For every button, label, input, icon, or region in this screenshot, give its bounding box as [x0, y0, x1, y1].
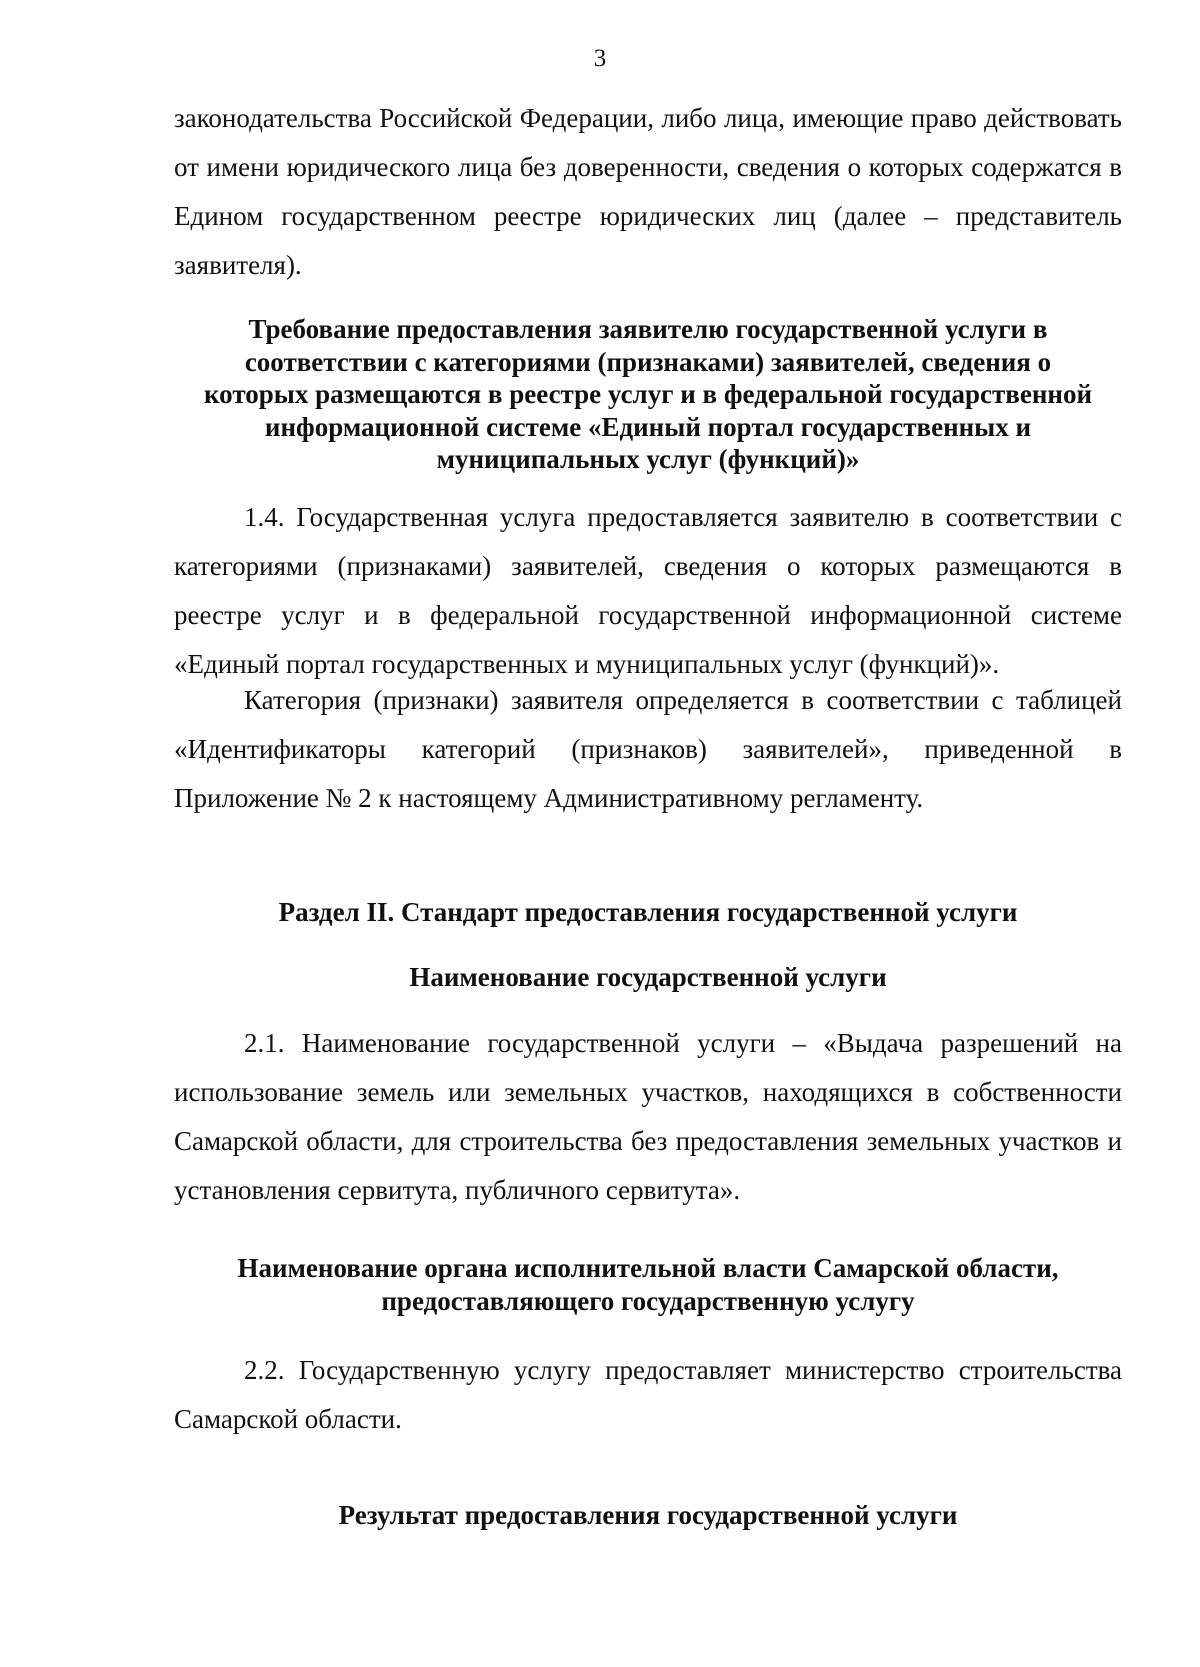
heading-text [174, 1499, 1122, 1532]
heading-text [174, 313, 1122, 476]
section-heading-part-2 [174, 896, 1122, 929]
paragraph-continuation [174, 94, 1122, 290]
heading-line: Требование предоставления заявителю государственной услуги в [248, 314, 1048, 344]
page-number: 3 [593, 45, 607, 72]
heading-line: Раздел II. Стандарт предоставления государственной услуги [278, 897, 1018, 927]
paragraph-2-1 [174, 1019, 1122, 1215]
paragraph-1-4 [174, 493, 1122, 689]
paragraph-2-2 [174, 1346, 1122, 1444]
section-heading-requirement [174, 313, 1122, 476]
paragraph-text: 2.2. Государственную услугу предоставляет министерство строительства Самарской области. [174, 1355, 1122, 1434]
section-heading-result [174, 1499, 1122, 1532]
paragraph-category [174, 676, 1122, 823]
section-heading-authority [174, 1252, 1122, 1317]
heading-line: Результат предоставления государственной услуги [338, 1500, 958, 1530]
heading-line: Наименование государственной услуги [409, 962, 887, 992]
section-heading-service-name [174, 961, 1122, 994]
heading-line: муниципальных услуг (функций)» [436, 444, 860, 474]
heading-text [174, 896, 1122, 929]
heading-text [174, 1252, 1122, 1317]
heading-line: которых размещаются в реестре услуг и в федеральной государственной [203, 379, 1093, 409]
heading-line: информационной системе «Единый портал государственных и [264, 411, 1032, 442]
heading-text [174, 961, 1122, 994]
paragraph-text: 2.1. Наименование государственной услуги – «Выдача разрешений на использование земель или земельных участков, находящихся в собственности Самарской области, для строительства без предоставления земельных участков и установления сервитута, публичного сервитута». [174, 1028, 1122, 1205]
paragraph-text: Категория (признаки) заявителя определяется в соответствии с таблицей «Идентификаторы категорий (признаков) заявителей», приведенной в Приложение № 2 к настоящему Административному регламенту. [174, 685, 1122, 813]
heading-line: Наименование органа исполнительной власти Самарской области, [237, 1253, 1059, 1283]
paragraph-text: 1.4. Государственная услуга предоставляется заявителю в соответствии с категориями (признаками) заявителей, сведения о которых размещаются в реестре услуг и в федеральной государственной информационной системе «Единый портал государственных и муниципальных услуг (функций)». [174, 502, 1122, 679]
heading-line: предоставляющего государственную услугу [381, 1285, 915, 1316]
heading-line: соответствии с категориями (признаками) заявителей, сведения о [244, 346, 1052, 377]
paragraph-text: законодательства Российской Федерации, либо лица, имеющие право действовать от имени юридического лица без доверенности, сведения о которых содержатся в Едином государственном реестре юридических лиц (далее – представитель заявителя). [174, 103, 1122, 280]
